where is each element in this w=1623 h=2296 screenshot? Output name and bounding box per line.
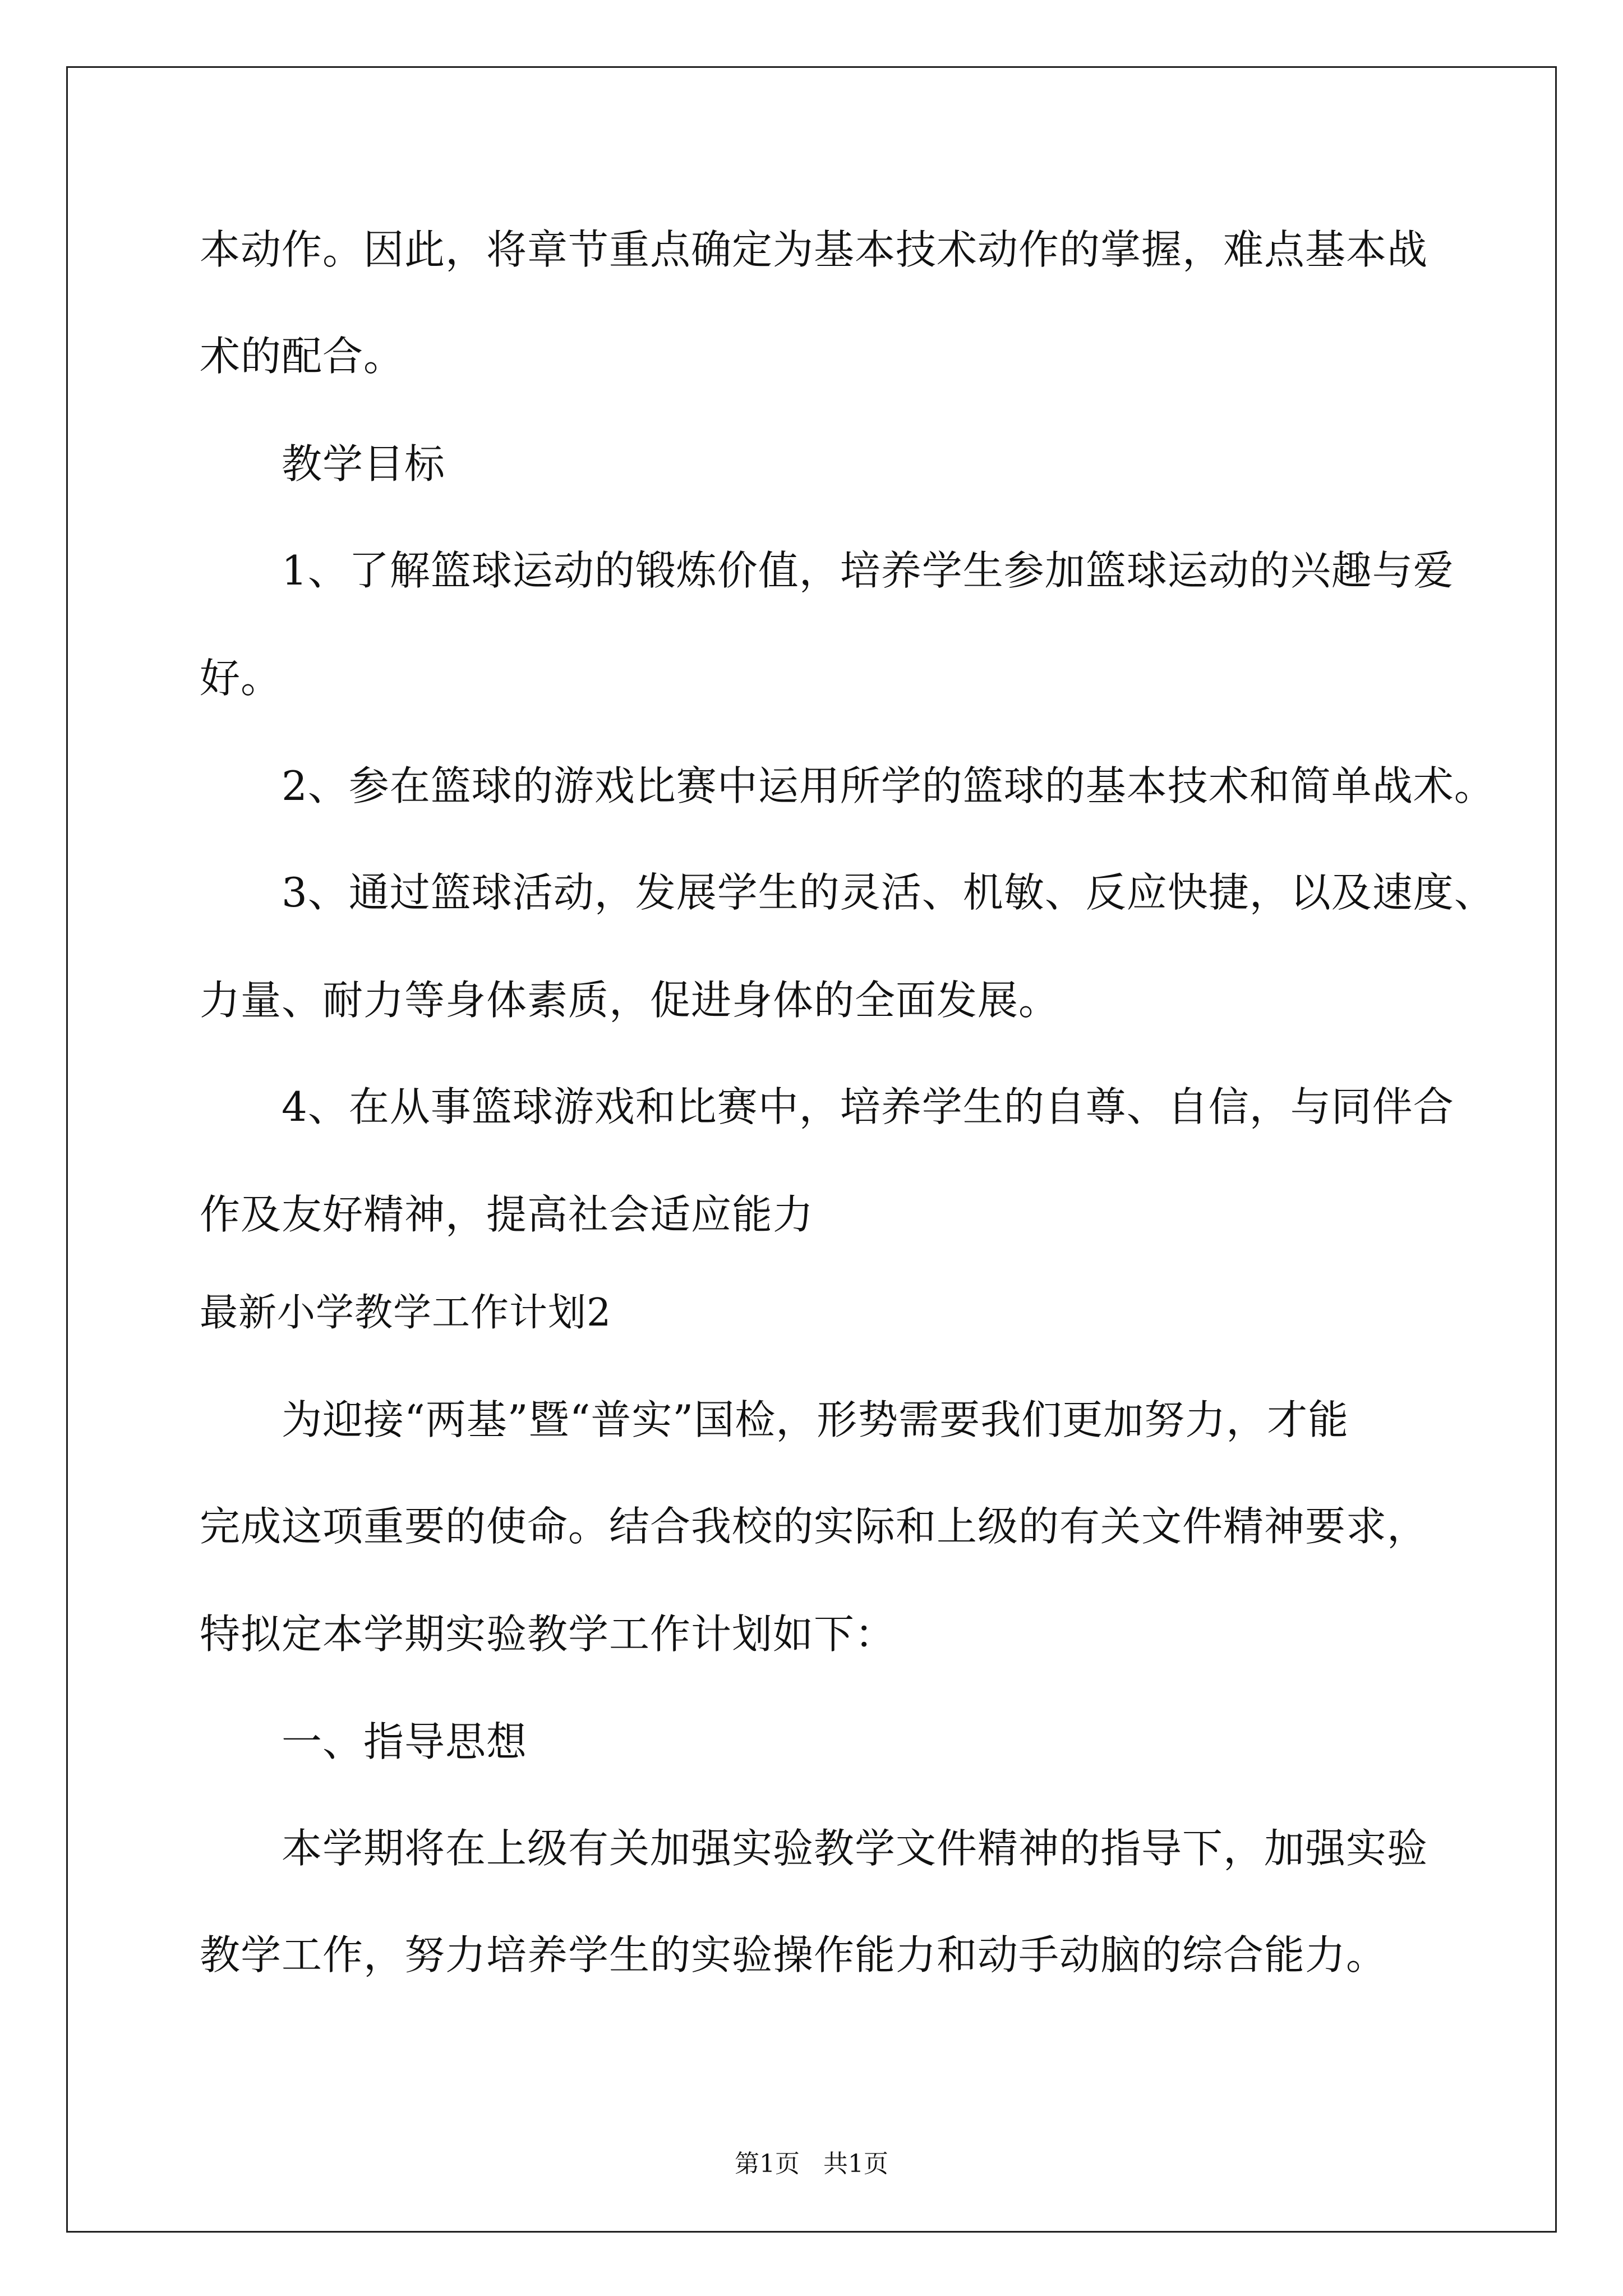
body-line: 完成这项重要的使命。结合我校的实际和上级的有关文件精神要求，	[200, 1503, 1428, 1550]
body-line: 力量、耐力等身体素质，促进身体的全面发展。	[200, 977, 1060, 1024]
body-line: 特拟定本学期实验教学工作计划如下：	[200, 1611, 896, 1658]
page-frame	[66, 66, 1557, 2233]
body-line: 好。	[200, 655, 282, 702]
body-line: 3、通过篮球活动，发展学生的灵活、机敏、反应快捷，以及速度、	[282, 869, 1495, 916]
body-line: 1、了解篮球运动的锻炼价值，培养学生参加篮球运动的兴趣与爱	[282, 547, 1454, 594]
body-line: 2、参在篮球的游戏比赛中运用所学的篮球的基本技术和简单战术。	[282, 762, 1495, 809]
body-line: 本动作。因此，将章节重点确定为基本技术动作的掌握，难点基本战	[200, 226, 1428, 273]
section-heading: 一、指导思想	[282, 1718, 528, 1765]
document-title: 最新小学教学工作计划2	[200, 1291, 612, 1335]
body-line: 本学期将在上级有关加强实验教学文件精神的指导下，加强实验	[282, 1825, 1428, 1872]
body-line: 作及友好精神，提高社会适应能力	[200, 1191, 814, 1238]
body-line: 4、在从事篮球游戏和比赛中，培养学生的自尊、自信，与同伴合	[282, 1083, 1454, 1130]
page-number-footer: 第1页 共1页	[735, 2150, 888, 2178]
body-line: 术的配合。	[200, 333, 405, 380]
body-line: 为迎接“两基”暨“普实”国检，形势需要我们更加努力，才能	[282, 1396, 1349, 1443]
section-heading: 教学目标	[282, 440, 446, 487]
body-line: 教学工作，努力培养学生的实验操作能力和动手动脑的综合能力。	[200, 1931, 1387, 1978]
